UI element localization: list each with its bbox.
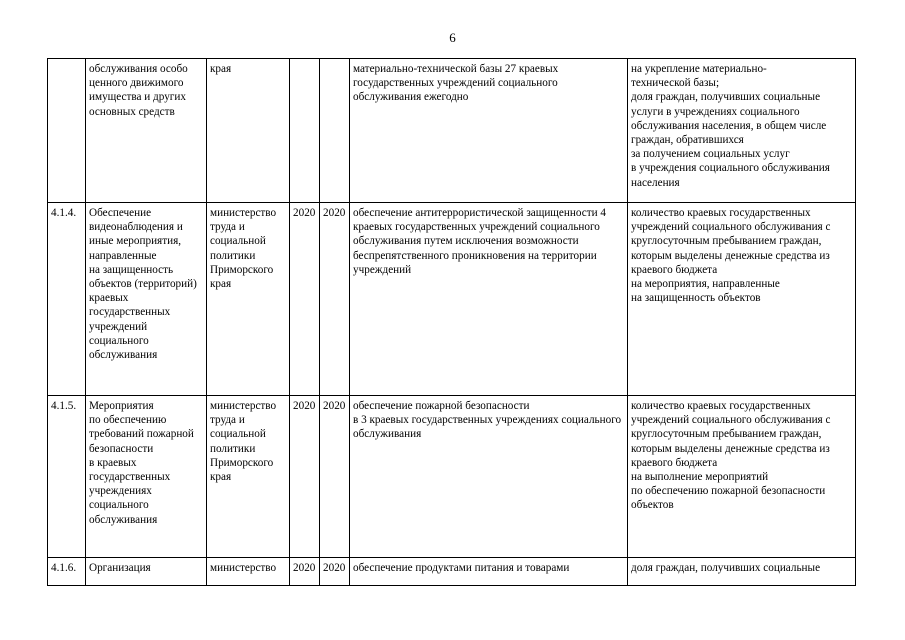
start-year-cell: 2020 bbox=[290, 558, 320, 586]
expected-result-cell: обеспечение продуктами питания и товарами bbox=[350, 558, 628, 586]
expected-result-cell: обеспечение антитеррористической защищенности 4 краевых государственных учреждений социального обслуживания путем исключения возможности беспрепятственного проникновения на территории учреждений bbox=[350, 203, 628, 396]
indicator-cell: количество краевых государственных учреждений социального обслуживания с круглосуточным пребыванием граждан, которым выделены денежные средства из краевого бюджета на мероприятия, направленные на защищенность объектов bbox=[628, 203, 856, 396]
end-year-cell: 2020 bbox=[320, 396, 350, 558]
start-year-cell: 2020 bbox=[290, 203, 320, 396]
executor-cell: министерство труда и социальной политики Приморского края bbox=[207, 203, 290, 396]
row-number-cell: 4.1.4. bbox=[48, 203, 86, 396]
executor-cell: министерство bbox=[207, 558, 290, 586]
measure-name-cell: обслуживания особо ценного движимого имущества и других основных средств bbox=[86, 59, 207, 203]
page-number: 6 bbox=[449, 30, 456, 45]
executor-cell: края bbox=[207, 59, 290, 203]
expected-result-cell: материально-технической базы 27 краевых государственных учреждений социального обслуживания ежегодно bbox=[350, 59, 628, 203]
end-year-cell: 2020 bbox=[320, 203, 350, 396]
measure-name-cell: Обеспечение видеонаблюдения и иные мероприятия, направленные на защищенность объектов (территорий) краевых государственных учреждений социального обслуживания bbox=[86, 203, 207, 396]
start-year-cell: 2020 bbox=[290, 396, 320, 558]
expected-result-cell: обеспечение пожарной безопасности в 3 краевых государственных учреждениях социального обслуживания bbox=[350, 396, 628, 558]
indicator-cell: доля граждан, получивших социальные bbox=[628, 558, 856, 586]
row-number-cell bbox=[48, 59, 86, 203]
table-row bbox=[48, 59, 856, 203]
measure-name-cell: Мероприятия по обеспечению требований пожарной безопасности в краевых государственных учреждениях социального обслуживания bbox=[86, 396, 207, 558]
table-row bbox=[48, 203, 856, 396]
table-row bbox=[48, 396, 856, 558]
measure-name-cell: Организация bbox=[86, 558, 207, 586]
indicator-cell: на укрепление материально- технической базы; доля граждан, получивших социальные услуги в учреждениях социального обслуживания населения, в общем числе граждан, обратившихся за получением социальных услуг в учреждения социального обслуживания населения bbox=[628, 59, 856, 203]
executor-cell: министерство труда и социальной политики Приморского края bbox=[207, 396, 290, 558]
table-row bbox=[48, 558, 856, 586]
start-year-cell bbox=[290, 59, 320, 203]
row-number-cell: 4.1.6. bbox=[48, 558, 86, 586]
end-year-cell: 2020 bbox=[320, 558, 350, 586]
row-number-cell: 4.1.5. bbox=[48, 396, 86, 558]
measures-table bbox=[47, 58, 856, 586]
indicator-cell: количество краевых государственных учреждений социального обслуживания с круглосуточным пребыванием граждан, которым выделены денежные средства из краевого бюджета на выполнение мероприятий по обеспечению пожарной безопасности объектов bbox=[628, 396, 856, 558]
end-year-cell bbox=[320, 59, 350, 203]
